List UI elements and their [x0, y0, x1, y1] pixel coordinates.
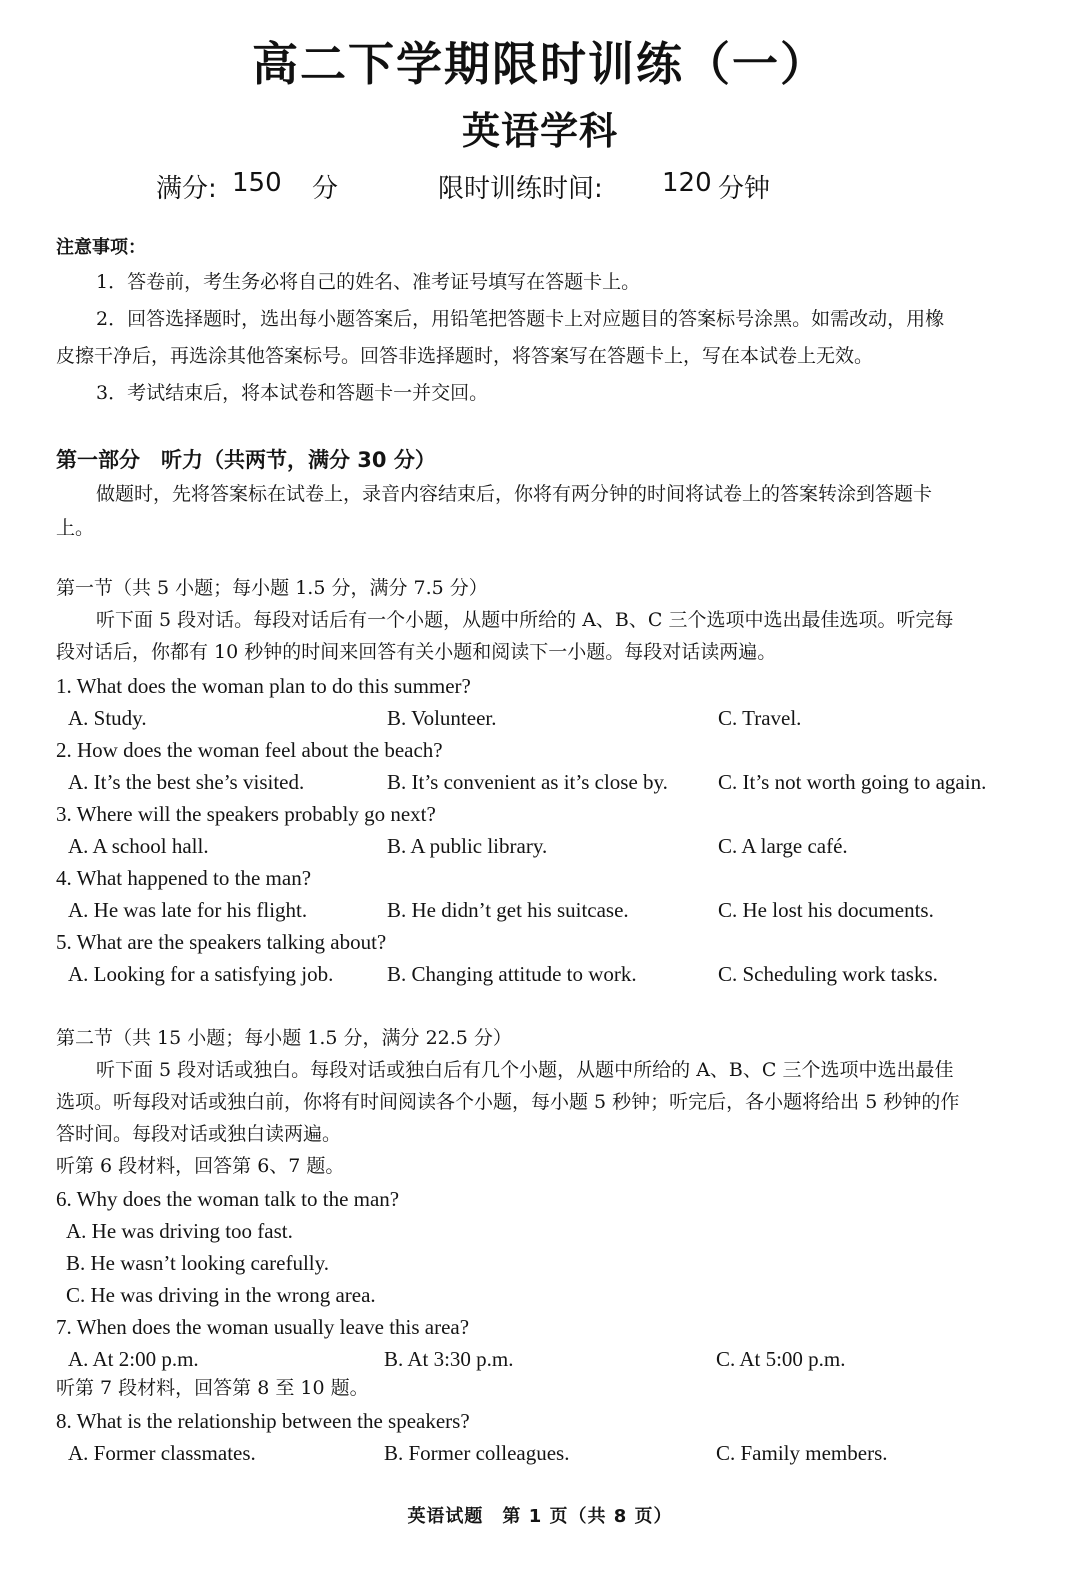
question-8: 8. What is the relationship between the speakers?	[56, 1409, 470, 1433]
time-unit: 分钟	[718, 174, 771, 204]
section2-instruction-line-3: 答时间。每段对话或独白读两遍。	[56, 1123, 342, 1145]
question-3-option-c: C. A large café.	[718, 834, 848, 858]
full-score-label: 满分:	[156, 174, 217, 204]
time-label: 限时训练时间:	[438, 174, 603, 204]
question-6-option-a: A. He was driving too fast.	[66, 1219, 293, 1243]
question-6-option-b: B. He wasn’t looking carefully.	[66, 1251, 330, 1275]
part1-instruction-line-2: 上。	[56, 517, 95, 539]
question-5-option-b: B. Changing attitude to work.	[387, 962, 637, 986]
question-7-option-a: A. At 2:00 p.m.	[68, 1347, 199, 1371]
question-8-option-b: B. Former colleagues.	[384, 1441, 570, 1465]
section2-instruction-line-1: 听下面 5 段对话或独白。每段对话或独白后有几个小题，从题中所给的 A、B、C 三个选项中选出最佳	[96, 1059, 954, 1081]
question-1-option-a: A. Study.	[68, 706, 147, 730]
exam-title: 高二下学期限时训练（一）	[252, 37, 828, 91]
notice-item-2-line-1: 2．回答选择题时，选出每小题答案后，用铅笔把答题卡上对应题目的答案标号涂黑。如需改动，用橡	[96, 308, 945, 330]
notice-item-1: 1．答卷前，考生务必将自己的姓名、准考证号填写在答题卡上。	[96, 271, 641, 293]
question-4-option-b: B. He didn’t get his suitcase.	[387, 898, 629, 922]
question-7-option-c: C. At 5:00 p.m.	[716, 1347, 846, 1371]
question-6-option-c: C. He was driving in the wrong area.	[66, 1283, 376, 1307]
part1-heading: 第一部分 听力（共两节，满分 30 分）	[56, 448, 436, 472]
question-7: 7. When does the woman usually leave this area?	[56, 1315, 470, 1339]
full-score-value: 150	[232, 168, 282, 198]
question-4-option-c: C. He lost his documents.	[718, 898, 934, 922]
section1-instruction-line-2: 段对话后，你都有 10 秒钟的时间来回答有关小题和阅读下一小题。每段对话读两遍。	[56, 641, 777, 663]
question-5-option-a: A. Looking for a satisfying job.	[68, 962, 334, 986]
section2-heading: 第二节（共 15 小题；每小题 1.5 分，满分 22.5 分）	[56, 1027, 512, 1049]
section2-instruction-line-2: 选项。听每段对话或独白前，你将有时间阅读各个小题，每小题 5 秒钟；听完后，各小题将给出 5 秒钟的作	[56, 1091, 960, 1113]
material-7-note: 听第 7 段材料，回答第 8 至 10 题。	[56, 1377, 369, 1399]
question-3: 3. Where will the speakers probably go next?	[56, 802, 436, 826]
full-score-unit: 分	[312, 174, 339, 204]
question-3-option-b: B. A public library.	[387, 834, 548, 858]
question-3-option-a: A. A school hall.	[68, 834, 209, 858]
notice-item-2-line-2: 皮擦干净后，再选涂其他答案标号。回答非选择题时，将答案写在答题卡上，写在本试卷上无效。	[56, 345, 874, 367]
subject-title: 英语学科	[461, 109, 618, 153]
question-4: 4. What happened to the man?	[56, 866, 312, 890]
question-2-option-c: C. It’s not worth going to again.	[718, 770, 987, 794]
question-2: 2. How does the woman feel about the beach?	[56, 738, 443, 762]
question-5-option-c: C. Scheduling work tasks.	[718, 962, 938, 986]
part1-instruction-line-1: 做题时，先将答案标在试卷上，录音内容结束后，你将有两分钟的时间将试卷上的答案转涂到答题卡	[96, 483, 933, 505]
page-footer: 英语试题 第 1 页（共 8 页）	[407, 1506, 673, 1527]
question-1: 1. What does the woman plan to do this summer?	[56, 674, 471, 698]
question-4-option-a: A. He was late for his flight.	[68, 898, 308, 922]
question-8-option-a: A. Former classmates.	[68, 1441, 256, 1465]
question-6: 6. Why does the woman talk to the man?	[56, 1187, 400, 1211]
question-5: 5. What are the speakers talking about?	[56, 930, 387, 954]
score-line	[0, 168, 1080, 208]
question-8-option-c: C. Family members.	[716, 1441, 888, 1465]
time-value: 120	[662, 168, 712, 198]
question-1-option-b: B. Volunteer.	[387, 706, 497, 730]
notice-heading: 注意事项：	[56, 237, 146, 258]
question-7-option-b: B. At 3:30 p.m.	[384, 1347, 514, 1371]
section1-heading: 第一节（共 5 小题；每小题 1.5 分，满分 7.5 分）	[56, 577, 488, 599]
notice-item-3: 3．考试结束后，将本试卷和答题卡一并交回。	[96, 382, 489, 404]
section1-instruction-line-1: 听下面 5 段对话。每段对话后有一个小题，从题中所给的 A、B、C 三个选项中选出最佳选项。听完每	[96, 609, 954, 631]
question-2-option-a: A. It’s the best she’s visited.	[68, 770, 305, 794]
material-6-note: 听第 6 段材料，回答第 6、7 题。	[56, 1155, 345, 1177]
question-1-option-c: C. Travel.	[718, 706, 802, 730]
question-2-option-b: B. It’s convenient as it’s close by.	[387, 770, 668, 794]
